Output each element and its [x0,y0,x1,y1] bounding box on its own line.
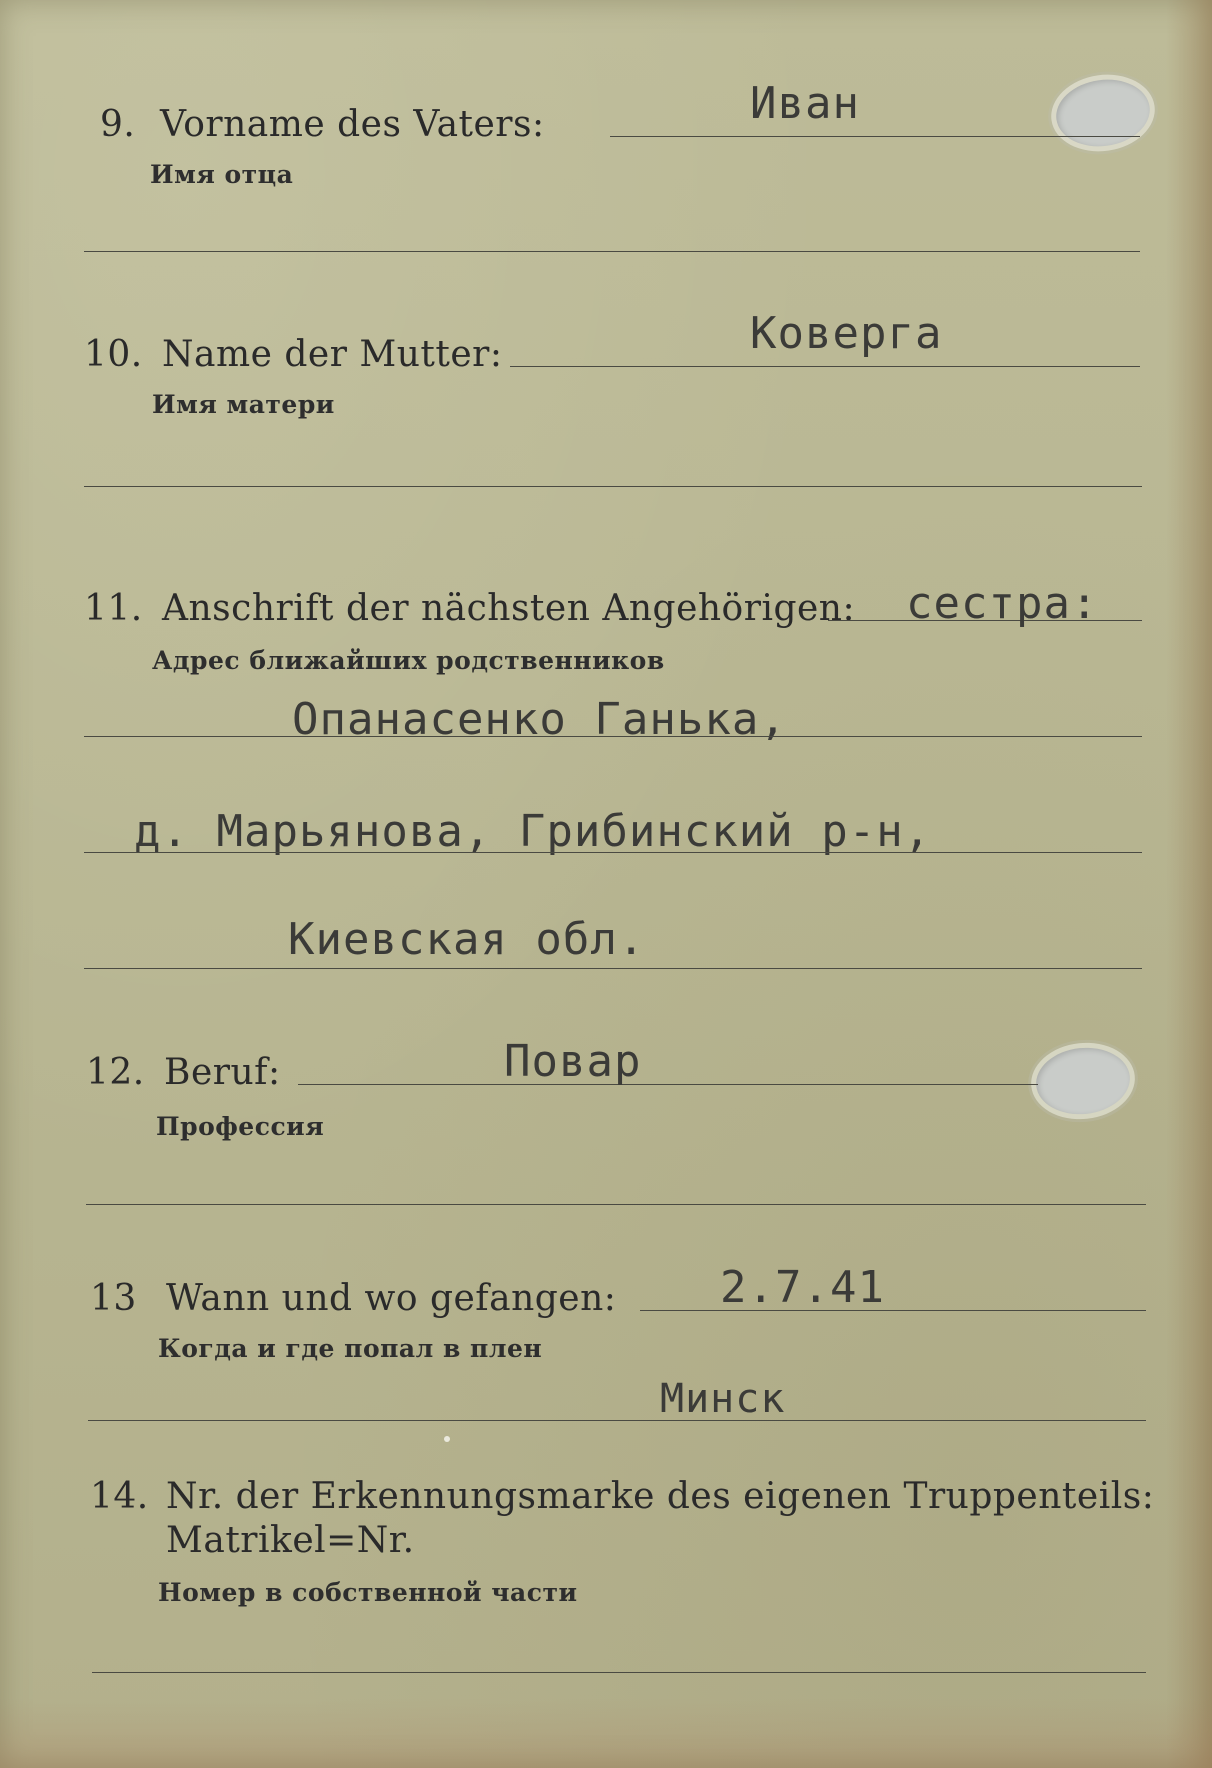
field-10-value: Коверга [750,308,943,359]
field-12-label-de: Beruf: [164,1052,281,1093]
field-13-value-place: Минск [660,1376,786,1422]
field-9-value: Иван [750,78,860,129]
field-10-number: 10. [84,334,143,375]
field-11-value-1: сестра: [906,578,1099,629]
paper-speck [444,1436,450,1442]
field-9-label-ru: Имя отца [150,160,294,189]
field-13-value-line [640,1310,1146,1311]
field-13-place-line [88,1420,1146,1421]
field-14-label-de: Nr. der Erkennungsmarke des eigenen Truppenteils: [166,1476,1155,1517]
field-9-extra-line [84,251,1140,252]
field-12-number: 12. [86,1052,145,1093]
field-11-value-3: д. Марьянова, Грибинский р-н, [134,806,932,857]
field-11-value-4: Киевская обл. [288,914,646,965]
field-13-value-date: 2.7.41 [720,1262,885,1313]
field-10-value-line [510,366,1140,367]
field-12-value-line [298,1084,1038,1085]
field-14-label-ru: Номер в собственной части [158,1578,578,1607]
field-11-line-3 [84,852,1142,853]
field-9-number: 9. [100,104,136,145]
field-13-number: 13 [90,1278,137,1319]
field-11-line-4 [84,968,1142,969]
field-12-extra-line [86,1204,1146,1205]
field-11-line-2 [84,736,1142,737]
field-14-value-line [92,1672,1146,1673]
field-12-value: Повар [504,1036,642,1087]
field-12-label-ru: Профессия [156,1112,325,1141]
field-11-label-ru: Адрес ближайших родственников [152,646,665,675]
field-10-label-ru: Имя матери [152,390,335,419]
field-13-label-de: Wann und wo gefangen: [166,1278,617,1319]
field-11-number: 11. [84,588,143,629]
field-9-label-de: Vorname des Vaters: [160,104,545,145]
field-13-label-ru: Когда и где попал в плен [158,1334,543,1363]
field-10-extra-line [84,486,1142,487]
field-10-label-de: Name der Mutter: [162,334,503,375]
card-edge-shading [1166,0,1212,1768]
field-11-value-2: Опанасенко Ганька, [292,694,787,745]
punch-hole-top [1052,74,1154,152]
card-stain [0,1698,1212,1768]
field-9-value-line [610,136,1140,137]
field-11-label-de: Anschrift der nächsten Angehörigen: [162,588,856,629]
punch-hole-middle [1033,1043,1133,1118]
field-14-number: 14. [90,1476,149,1517]
field-14-label-de-2: Matrikel=Nr. [166,1520,415,1561]
